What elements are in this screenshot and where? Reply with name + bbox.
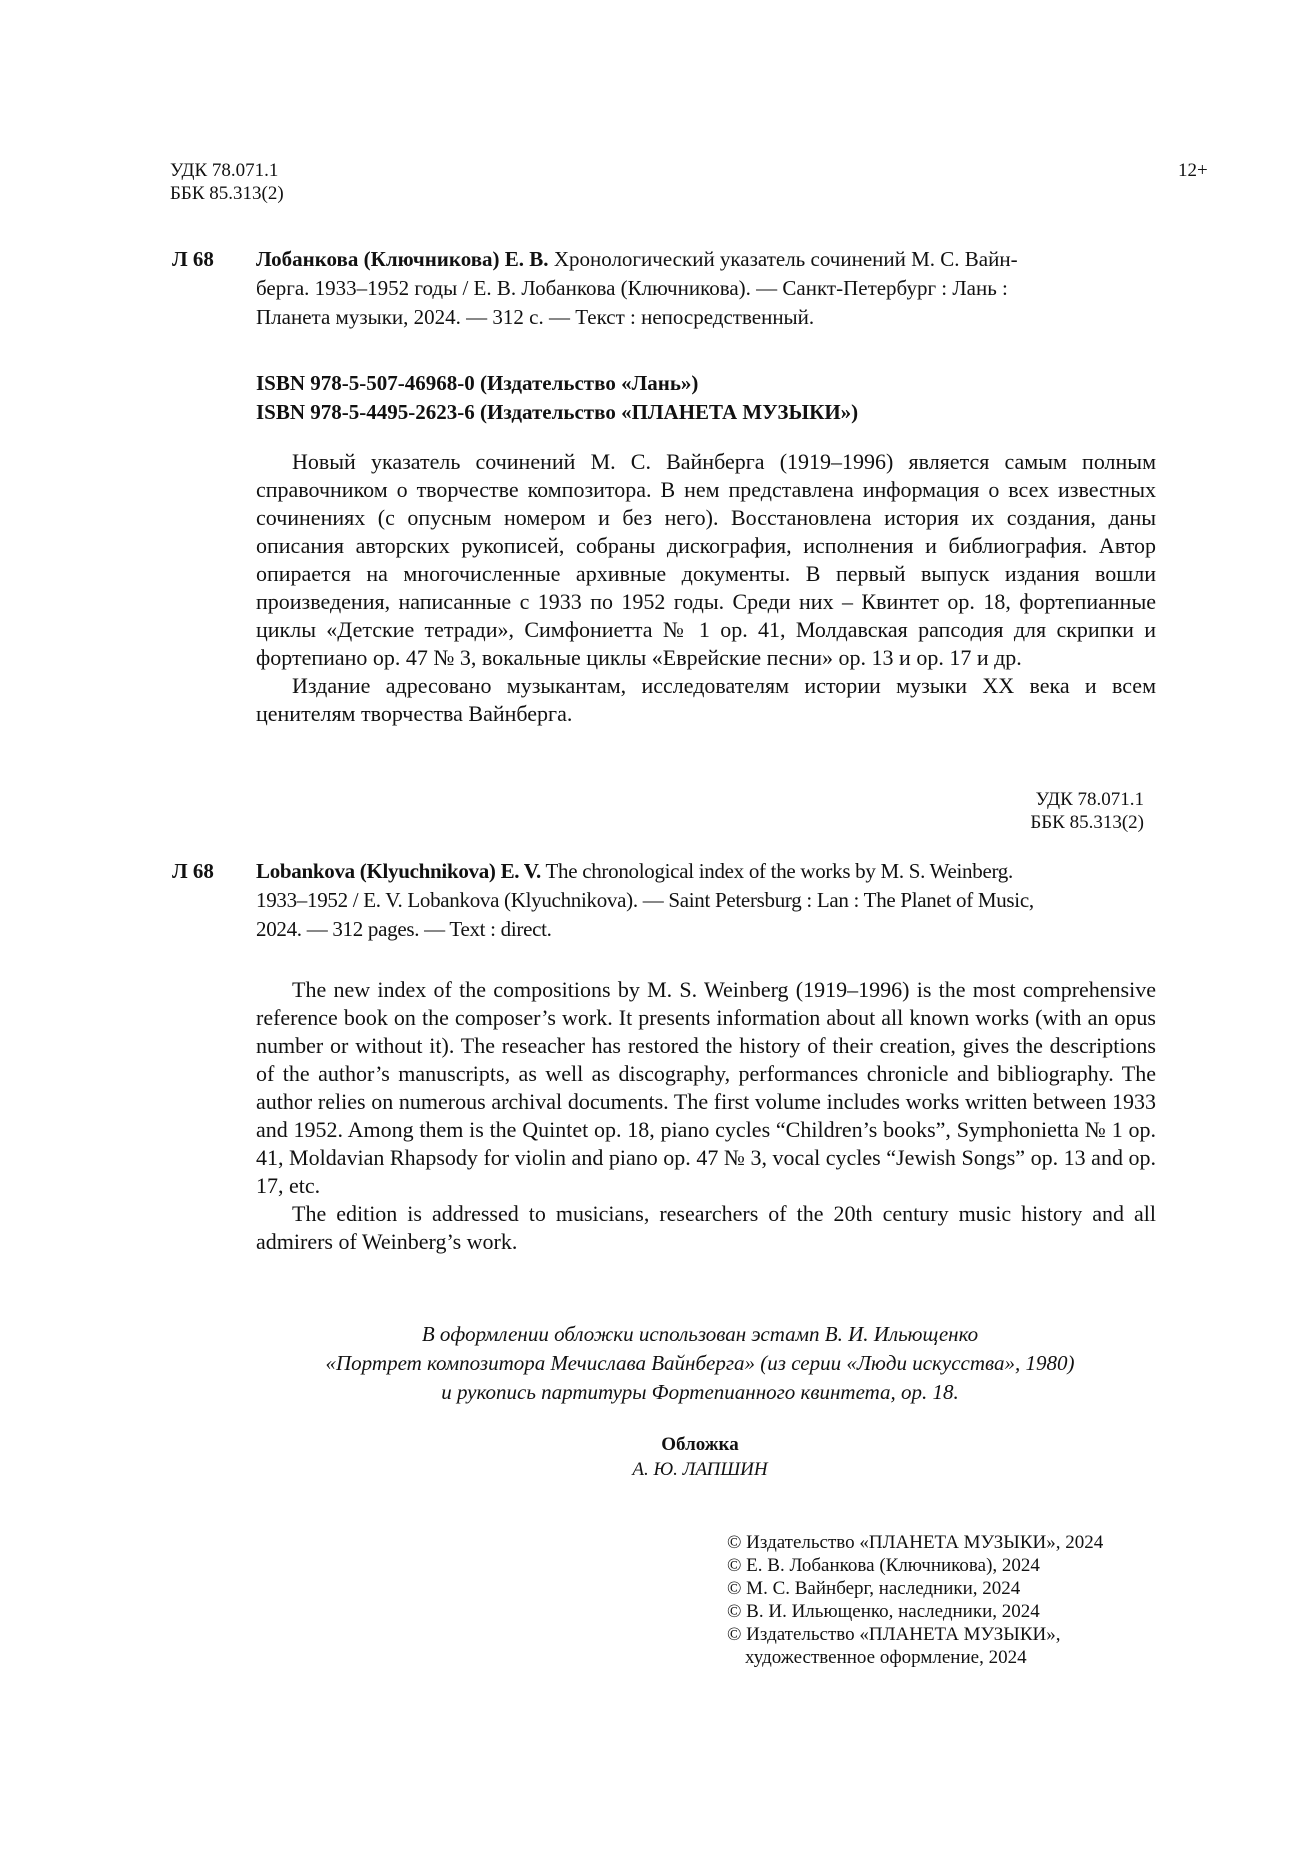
ru-abstract-p2: Издание адресовано музыкантам, исследователям истории музыки XX века и всем ценителям творчества Вайнберга. xyxy=(256,673,1156,726)
en-abstract-p1: The new index of the compositions by M. S. Weinberg (1919–1996) is the most comprehensive reference book on the composer’s work. It presents information about all known works (with an opus number or without it). The reseacher has restored the history of their creation, gives the descriptions of the author’s manuscripts, as well as discography, performances chronicle and bibliography. The author relies on numerous archival documents. The first volume includes works written between 1933 and 1952. Among them is the Quintet op. 18, piano cycles “Children’s books”, Symphonietta № 1 op. 41, Moldavian Rhapsody for violin and piano op. 47 № 3, vocal cycles “Jewish Songs” op. 13 and op. 17, etc. xyxy=(256,977,1156,1198)
en-entry-line-2: 1933–1952 / E. V. Lobankova (Klyuchnikova). — Saint Petersburg : Lan : The Planet of Music, xyxy=(256,888,1034,912)
ru-entry-title: Хронологический указатель сочинений М. С. Вайн- xyxy=(553,247,1018,271)
ru-entry-code: Л 68 xyxy=(172,247,214,271)
isbn-lan: ISBN 978-5-507-46968-0 (Издательство «Лань») xyxy=(256,371,699,395)
header-udk: УДК 78.071.1 xyxy=(170,160,279,181)
copyright-line: © Е. В. Лобанкова (Ключникова), 2024 xyxy=(727,1555,1040,1576)
copyright-block xyxy=(727,1531,1103,1669)
ru-entry-line-1 xyxy=(256,245,1156,274)
ru-abstract xyxy=(256,448,1156,728)
header-bbk: ББК 85.313(2) xyxy=(170,183,284,204)
ru-entry-author: Лобанкова (Ключникова) Е. В. xyxy=(256,247,549,271)
cover-credit-label: Обложка xyxy=(661,1434,739,1455)
cover-note xyxy=(200,1320,1200,1407)
ru-entry-line-3: Планета музыки, 2024. — 312 с. — Текст : непосредственный. xyxy=(256,305,815,329)
isbn-planet: ISBN 978-5-4495-2623-6 (Издательство «ПЛАНЕТА МУЗЫКИ») xyxy=(256,400,859,424)
en-entry-code: Л 68 xyxy=(172,859,214,883)
mid-bbk: ББК 85.313(2) xyxy=(1030,812,1144,833)
cover-note-line-2: «Портрет композитора Мечислава Вайнберга» (из серии «Люди искусства», 1980) xyxy=(325,1351,1075,1375)
copyright-line: художественное оформление, 2024 xyxy=(745,1647,1027,1668)
en-entry-author: Lobankova (Klyuchnikova) E. V. xyxy=(256,859,541,883)
copyright-line: © Издательство «ПЛАНЕТА МУЗЫКИ», xyxy=(727,1624,1061,1645)
ru-bibliographic-entry xyxy=(256,245,1156,332)
copyright-line: © Издательство «ПЛАНЕТА МУЗЫКИ», 2024 xyxy=(727,1532,1104,1553)
copyright-line: © В. И. Ильющенко, наследники, 2024 xyxy=(727,1601,1040,1622)
en-abstract-p2: The edition is addressed to musicians, researchers of the 20th century music history and all admirers of Weinberg’s work. xyxy=(256,1201,1156,1254)
cover-note-line-3: и рукопись партитуры Фортепианного квинтета, ор. 18. xyxy=(441,1380,959,1404)
cover-credit xyxy=(500,1432,900,1482)
en-entry-line-1 xyxy=(256,857,1156,886)
copyright-line: © М. С. Вайнберг, наследники, 2024 xyxy=(727,1578,1021,1599)
ru-abstract-p1: Новый указатель сочинений М. С. Вайнберга (1919–1996) является самым полным справочником о творчестве композитора. В нем представлена информация о всех известных сочинениях (с опусным номером и без него). Восстановлена история их создания, даны описания авторских рукописей, собраны дискография, исполнения и библиография. Автор опирается на многочисленные архивные документы. В первый выпуск издания вошли произведения, написанные с 1933 по 1952 годы. Среди них – Квинтет ор. 18, фортепианные циклы «Детские тетради», Симфониетта № 1 ор. 41, Молдавская рапсодия для скрипки и фортепиано ор. 47 № 3, вокальные циклы «Еврейские песни» ор. 13 и ор. 17 и др. xyxy=(256,449,1156,670)
header-codes xyxy=(170,159,284,205)
isbn-block xyxy=(256,369,858,427)
en-entry-line-3: 2024. — 312 pages. — Text : direct. xyxy=(256,917,552,941)
en-abstract xyxy=(256,976,1156,1256)
age-rating: 12+ xyxy=(1178,160,1208,181)
mid-codes xyxy=(900,788,1144,834)
cover-credit-name: А. Ю. ЛАПШИН xyxy=(632,1459,768,1480)
en-bibliographic-entry xyxy=(256,857,1156,944)
mid-udk: УДК 78.071.1 xyxy=(1035,789,1144,810)
ru-entry-line-2: берга. 1933–1952 годы / Е. В. Лобанкова (Ключникова). — Санкт-Петербург : Лань : xyxy=(256,276,1008,300)
en-entry-title: The chronological index of the works by M. S. Weinberg. xyxy=(545,859,1013,883)
cover-note-line-1: В оформлении обложки использован эстамп В. И. Ильющенко xyxy=(421,1322,979,1346)
